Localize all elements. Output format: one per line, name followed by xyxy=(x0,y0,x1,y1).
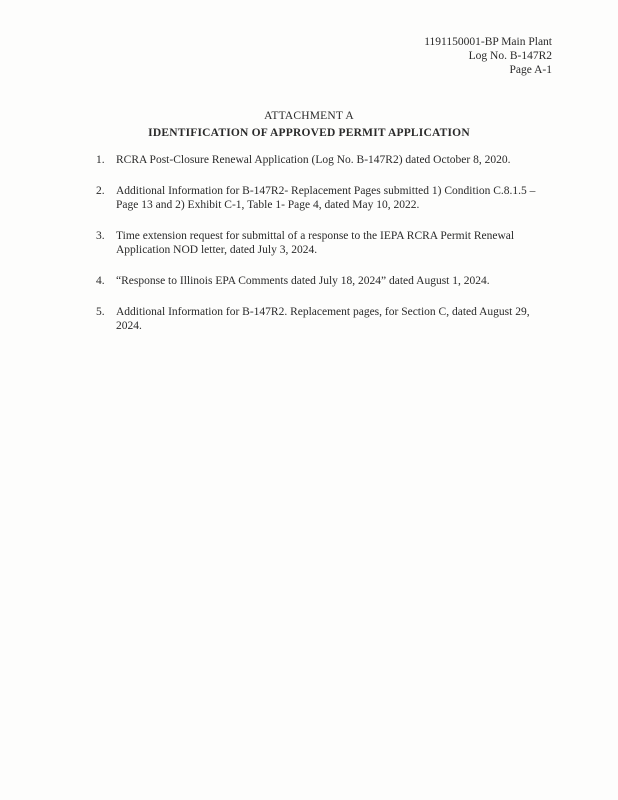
list-item xyxy=(96,305,544,333)
header-log-number: Log No. B-147R2 xyxy=(468,50,552,62)
header-page-number: Page A-1 xyxy=(509,64,552,76)
list-item-text: “Response to Illinois EPA Comments dated July 18, 2024” dated August 1, 2024. xyxy=(116,275,490,287)
list-item-text: Additional Information for B-147R2. Replacement pages, for Section C, dated August 29, 2024. xyxy=(116,306,530,332)
header-permit-id: 1191150001-BP Main Plant xyxy=(424,36,552,48)
application-list xyxy=(96,153,544,350)
list-item-text: Additional Information for B-147R2- Replacement Pages submitted 1) Condition C.8.1.5 – Page 13 and 2) Exhibit C-1, Table 1- Page 4, dated May 10, 2022. xyxy=(116,185,536,211)
document-header xyxy=(424,35,552,77)
list-item-text: RCRA Post-Closure Renewal Application (Log No. B-147R2) dated October 8, 2020. xyxy=(116,154,511,166)
section-title: IDENTIFICATION OF APPROVED PERMIT APPLICATION xyxy=(148,127,470,139)
list-item-number: 5. xyxy=(96,306,105,318)
attachment-label: ATTACHMENT A xyxy=(264,110,354,122)
list-item xyxy=(96,184,544,212)
list-item-number: 4. xyxy=(96,275,105,287)
list-item-text: Time extension request for submittal of a response to the IEPA RCRA Permit Renewal Application NOD letter, dated July 3, 2024. xyxy=(116,230,515,256)
list-item-number: 3. xyxy=(96,230,105,242)
list-item xyxy=(96,153,544,167)
list-item xyxy=(96,274,544,288)
list-item-number: 1. xyxy=(96,154,105,166)
list-item-number: 2. xyxy=(96,185,105,197)
list-item xyxy=(96,229,544,257)
